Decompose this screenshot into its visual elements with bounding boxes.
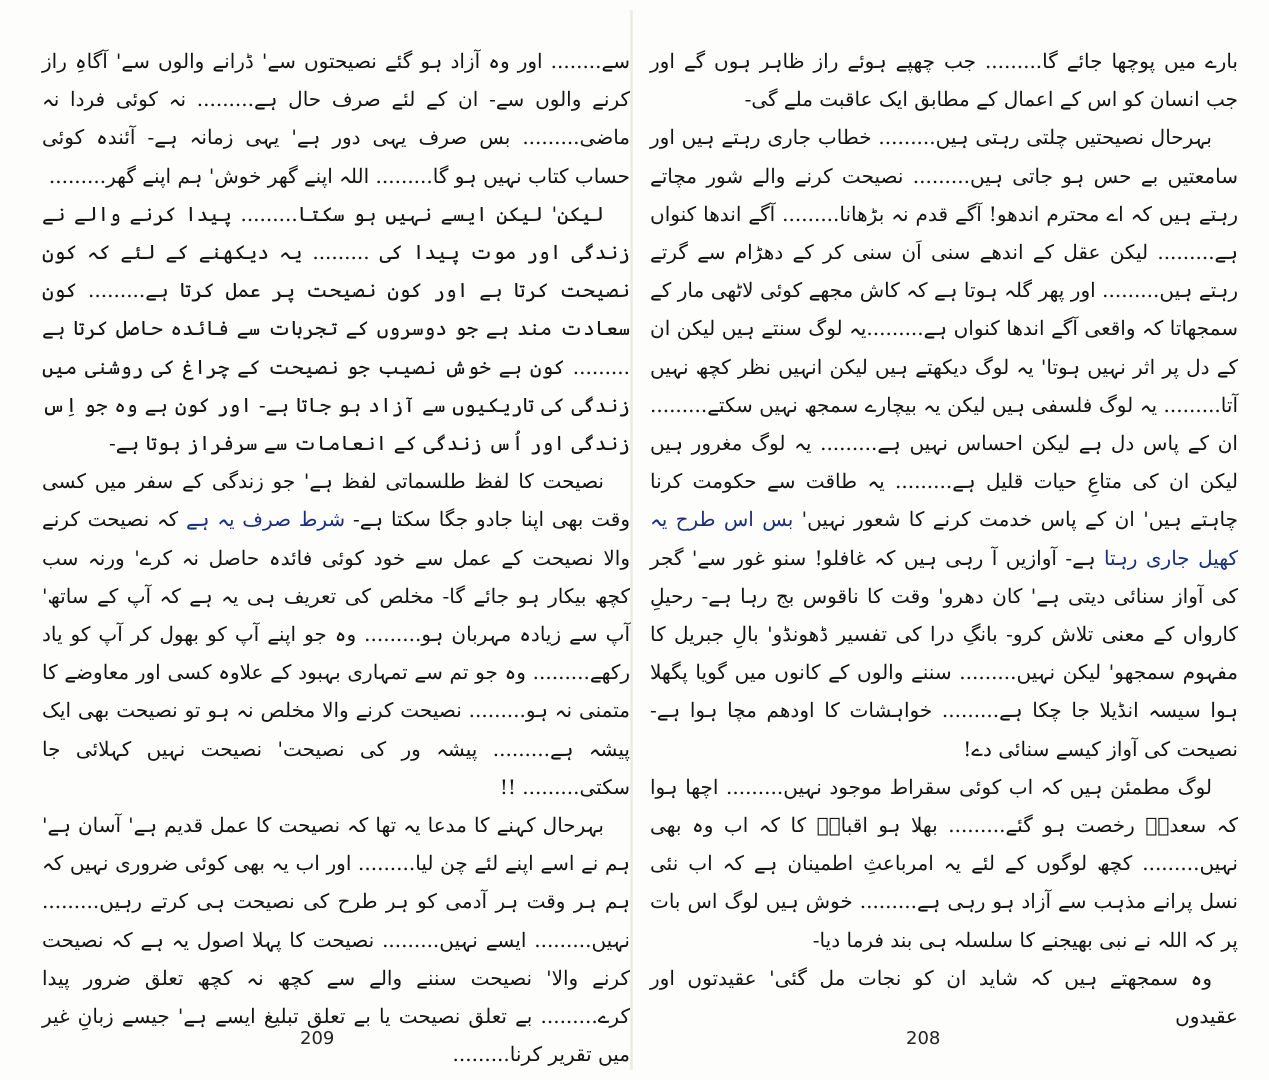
right-paragraph-1: بارے میں پوچھا جائے گا......... جب چھپے ہوئے راز ظاہر ہوں گے اور جب انسان کو اس کے اعمال کے مطابق ایک عاقبت ملے گی- xyxy=(650,49,1238,112)
left-paragraph-3-end: کہ نصیحت کرنے والا نصیحت کے عمل سے خود کوئی فائدہ حاصل نہ کرے' ورنہ سب کچھ بیکار ہو جائے گا- مخلص کی تعریف ہی یہ ہے کہ آپ کے ساتھ' آپ سے زیادہ مہربان ہو......... وہ جو اپنے آپ کو بھول کر آپ کو یاد رکھے......... وہ جو تم سے تمہاری بہبود کے علاوہ کسی اور معاوضے کا متمنی نہ ہو......... نصیحت کرنے والا مخلص نہ ہو تو نصیحت بھی ایک پیشہ ہے......... پیشہ ور کی نصیحت' نصیحت نہیں کہلائی جا سکتی......... !! xyxy=(42,507,630,799)
right-paragraph-2 xyxy=(650,118,1238,767)
right-page xyxy=(650,42,1238,1042)
left-paragraph-2: لیکن' لیکن ایسے نہیں ہو سکتا......... پیدا کرنے والے نے زندگی اور موت پیدا کی ......... یہ دیکھنے کے لئے کہ کون نصیحت کرتا ہے اور کون نصیحت پر عمل کرتا ہے......... کون سعادت مند ہے جو دوسروں کے تجربات سے فائدہ حاصل کرتا ہے ......... کون ہے خوش نصیب جو نصیحت کے چراغ کی روشنی میں زندگی کی تاریکیوں سے آزاد ہو جاتا ہے- اور کون ہے وہ جو اِس زندگی اور اُس زندگی کے انعامات سے سرفراز ہوتا ہے- xyxy=(42,201,630,456)
right-paragraph-2-highlight: بس اس طرح یہ کھیل جاری رہتا xyxy=(650,507,1238,570)
right-paragraph-2-start: بہرحال نصیحتیں چلتی رہتی ہیں......... خطاب جاری رہتے ہیں اور سامعتیں بے حس ہو جاتی ہیں......... نصیحت کرنے والے شور مچاتے رہتے ہیں کہ اے محترم اندھو! آگے قدم نہ بڑھانا......... آگے اندھا کنواں ہے......... لیکن عقل کے اندھے سنی اَن سنی کر کے دھڑام سے گرتے رہتے ہیں......... اور پھر گلہ ہوتا ہے کہ کاش مجھے کوئی لاٹھی مار کے سمجھاتا کہ واقعی آگے اندھا کنواں ہے.........یہ لوگ سنتے ہیں لیکن ان کے دل پر اثر نہیں ہوتا' یہ لوگ دیکھتے ہیں لیکن انہیں نظر کچھ نہیں آتا......... یہ لوگ فلسفی ہیں لیکن یہ بیچارے سمجھ نہیں سکتے......... ان کے پاس دل ہے لیکن احساس نہیں ہے......... یہ لوگ مغرور ہیں لیکن ان کی متاعِ حیات قلیل ہے......... یہ طاقت سے حکومت کرنا چاہتے ہیں' ان کے پاس خدمت کرنے کا شعور نہیں' xyxy=(650,125,1238,532)
left-paragraph-1: سے........ اور وہ آزاد ہو گئے نصیحتوں سے' ڈرانے والوں سے' آگاہِ راز کرنے والوں سے- ان کے لئے صرف حال ہے......... نہ کوئی فردا نہ ماضی......... بس صرف یہی دور ہے' یہی زمانہ ہے- آئندہ کوئی حساب کتاب نہیں ہو گا......... اللہ اپنے گھر خوش' ہم اپنے گھر......... xyxy=(42,49,630,188)
page-number-left: 209 xyxy=(300,1028,335,1049)
page-gutter xyxy=(630,10,633,1070)
left-paragraph-3-start: نصیحت کا لفظ طلسماتی لفظ ہے' جو زندگی کے سفر میں کسی وقت بھی اپنا جادو جگا سکتا ہے- xyxy=(42,469,630,532)
left-paragraph-4: بہرحال کہنے کا مدعا یہ تھا کہ نصیحت کا عمل قدیم ہے' آسان ہے' ہم نے اسے اپنے لئے چن لیا......... اور اب یہ بھی کوئی ضروری نہیں کہ ہم ہر وقت ہر آدمی کو ہر طرح کی نصیحت ہی کرتے رہیں......... نہیں......... ایسے نہیں......... نصیحت کا پہلا اصول یہ ہے کہ نصیحت کرنے والا' نصیحت سننے والے سے کچھ نہ کچھ تعلق ضرور پیدا کرے......... بے تعلق نصیحت یا بے تعلق تبلیغ ایسے ہے' جیسے زبانِ غیر میں تقریر کرنا......... xyxy=(42,813,630,1067)
left-paragraph-3-highlight: شرط صرف یہ ہے xyxy=(185,507,346,532)
left-paragraph-3 xyxy=(42,462,630,806)
left-page xyxy=(42,42,630,1067)
right-paragraph-3: لوگ مطمئن ہیں کہ اب کوئی سقراط موجود نہیں......... اچھا ہوا کہ سعدیؒ رخصت ہو گئے......... بھلا ہو اقبالؒ کا کہ اب وہ بھی نہیں......... کچھ لوگوں کے لئے یہ امرباعثِ اطمینان ہے کہ اب نئی نسل پرانے مذہب سے آزاد ہو رہی ہے......... خوش ہیں لوگ اس بات پر کہ اللہ نے نبی بھیجنے کا سلسلہ ہی بند فرما دیا- xyxy=(650,774,1238,952)
right-paragraph-2-end: ہے- آوازیں آ رہی ہیں کہ غافلو! سنو غور سے' گجر کی آواز سنائی دیتی ہے' کان دھرو' وقت کا ناقوس بج رہا ہے- رحیلِ کارواں کے معنی تلاش کرو- بانگِ درا کی تفسیر ڈھونڈو' بالِ جبریل کا مفہوم سمجھو' لیکن نہیں......... سننے والوں کے کانوں میں گویا پگھلا ہوا سیسہ انڈیلا جا چکا ہے......... خواہشات کا اودھم مچا ہوا ہے- نصیحت کی آواز کیسے سنائی دے! xyxy=(650,545,1238,761)
right-paragraph-4: وہ سمجھتے ہیں کہ شاید ان کو نجات مل گئی' عقیدتوں اور عقیدوں xyxy=(650,965,1238,1029)
page-number-right: 208 xyxy=(906,1028,941,1049)
